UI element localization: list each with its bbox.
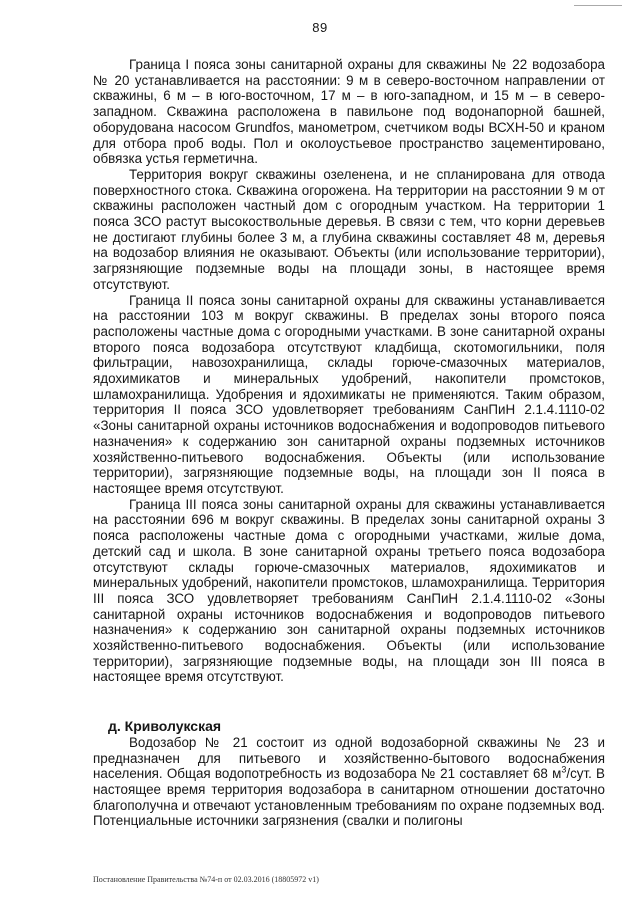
top-rule	[574, 5, 622, 6]
paragraph-zone-2: Граница II пояса зоны санитарной охраны для скважины устанавливается на расстоянии 103 м вокруг скважины. В пределах зоны второго пояса расположены частные дома с огородными участками. В зоне санитарной охраны второго пояса водозабора отсутствуют кладбища, скотомогильники, поля фильтрации, навозохранилища, склады горюче-смазочных материалов, ядохимикатов и минеральных удобрений, накопители промстоков, шламохранилища. Удобрения и ядохимикаты не применяются. Таким образом, территория II пояса ЗСО удовлетворяет требованиям СанПиН 2.1.4.1110-02 «Зоны санитарной охраны источников водоснабжения и водопроводов питьевого назначения» к содержанию зон санитарной охраны подземных источников хозяйственно-питьевого водоснабжения. Объекты (или использование территории), загрязняющие подземные воды, на площади зон II пояса в настоящее время отсутствуют.	[93, 292, 605, 496]
superscript-3: 3	[561, 764, 567, 775]
paragraph-water-intake-21	[93, 735, 605, 829]
paragraph-text-end: /сут. В настоящее время территория водозабора в санитарном отношении достаточно благополучна и отвечают установленным требованиям по охране подземных вод. Потенциальные источники загрязнения (свалки и полигоны	[93, 766, 605, 829]
page-number: 89	[312, 20, 328, 35]
section-heading: д. Криволукская	[108, 718, 222, 735]
footer-reference: Постановление Правительства №74-п от 02.03.2016 (18805972 v1)	[93, 875, 319, 884]
paragraph-zone-1-boundary: Граница I пояса зоны санитарной охраны для скважины № 22 водозабора № 20 устанавливается на расстоянии: 9 м в северо-восточном направлении от скважины, 6 м – в юго-восточном, 17 м – в юго-западном, и 15 м – в северо-западном. Скважина расположена в павильоне под водонапорной башней, оборудована насосом Grundfos, манометром, счетчиком воды ВСХН-50 и краном для отбора проб воды. Пол и околоустьевое пространство зацементировано, обвязка устья герметична.	[93, 57, 605, 167]
document-body	[93, 57, 605, 829]
paragraph-zone-3: Граница III пояса зоны санитарной охраны для скважины устанавливается на расстоянии 696 м вокруг скважины. В пределах зоны санитарной охраны 3 пояса расположены частные дома с огородными участками, жилые дома, детский сад и школа. В зоне санитарной охраны третьего пояса водозабора отсутствуют склады горюче-смазочных материалов, ядохимикатов и минеральных удобрений, накопители промстоков, шламохранилища. Территория III пояса ЗСО удовлетворяет требованиям СанПиН 2.1.4.1110-02 «Зоны санитарной охраны источников водоснабжения и водопроводов питьевого назначения» к содержанию зон санитарной охраны подземных источников хозяйственно-питьевого водоснабжения. Объекты (или использование территории), загрязняющие подземные воды, на площади зон III пояса в настоящее время отсутствуют.	[93, 496, 605, 685]
paragraph-text-start: Водозабор № 21 состоит из одной водозаборной скважины № 23 и предназначен для питьевого и хозяйственно-бытового водоснабжения населения. Общая водопотребность из водозабора № 21 составляет 68 м	[93, 734, 605, 782]
paragraph-zone-1-territory: Территория вокруг скважины озеленена, и не спланирована для отвода поверхностного стока. Скважина огорожена. На территории на расстоянии 9 м от скважины расположен частный дом с огородным участком. На территории 1 пояса ЗСО растут высокоствольные деревья. В связи с тем, что корни деревьев не достигают глубины более 3 м, а глубина скважины составляет 48 м, деревья на водозабор влияния не оказывают. Объекты (или использование территории), загрязняющие подземные воды на площади зоны, в настоящее время отсутствуют.	[93, 166, 605, 292]
